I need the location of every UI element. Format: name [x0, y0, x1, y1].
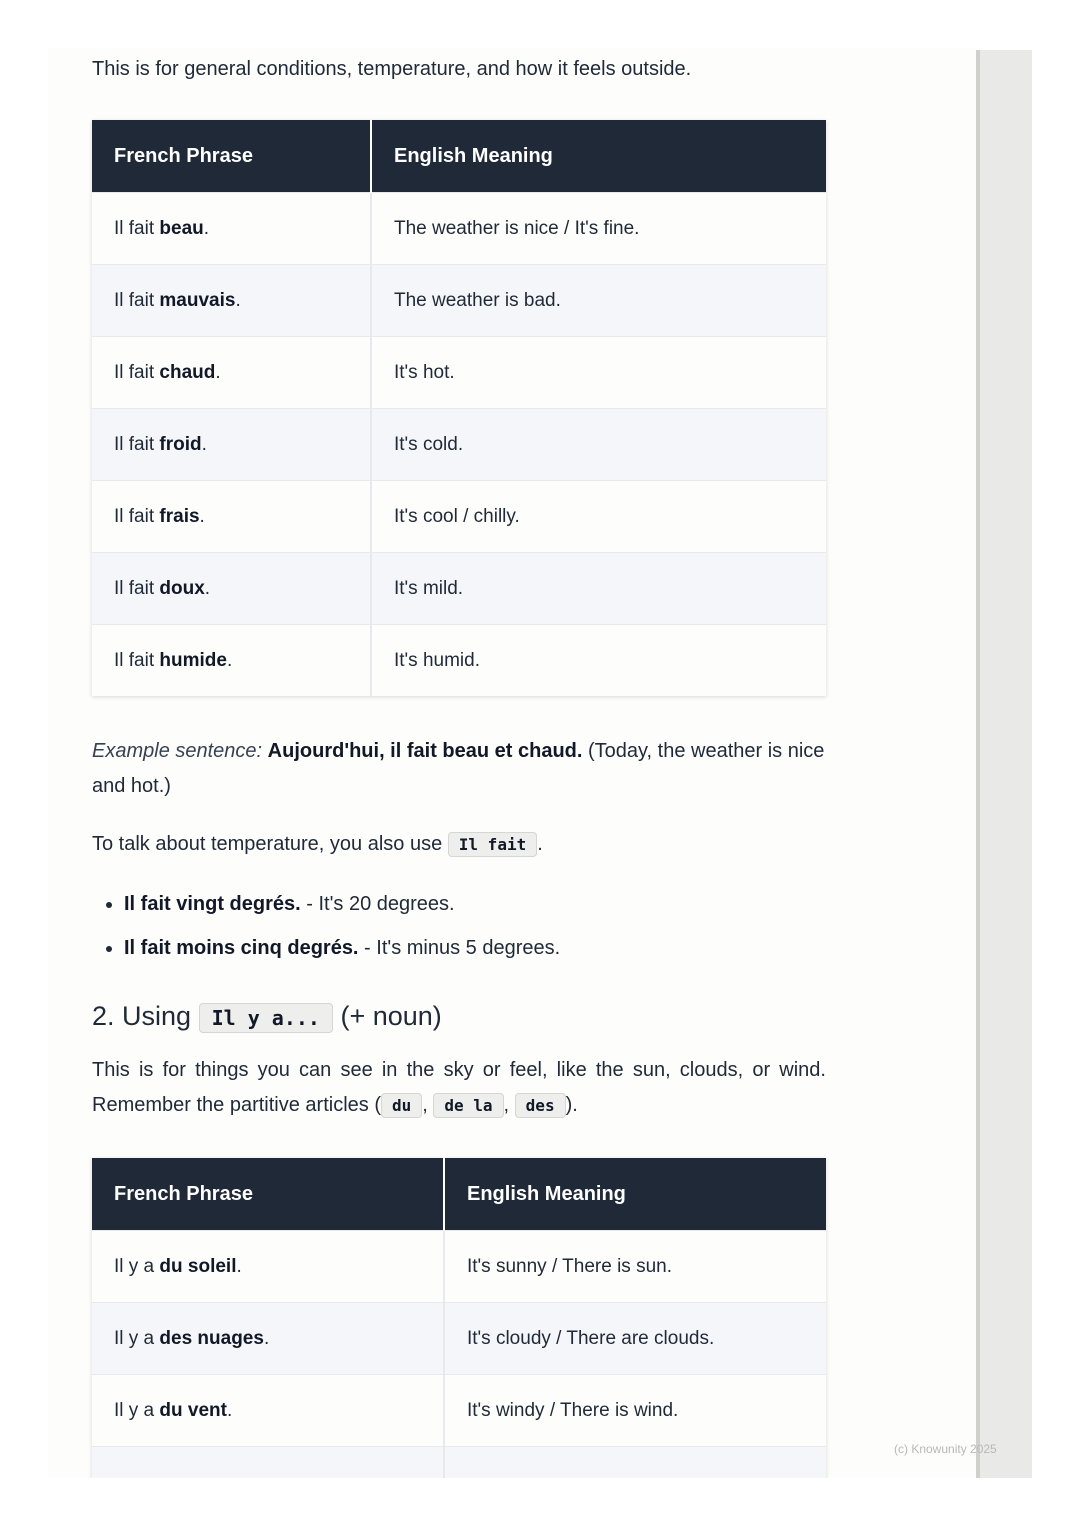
- french-cell: [92, 193, 371, 265]
- table-row: [92, 337, 826, 409]
- weather-conditions-table: [92, 120, 826, 696]
- table-row: [92, 1303, 826, 1375]
- temperature-paragraph: [92, 827, 543, 862]
- list-item-bold: Il fait vingt degrés.: [124, 893, 301, 915]
- french-cell: [92, 481, 371, 553]
- french-cell: [92, 625, 371, 697]
- french-cell: [92, 553, 371, 625]
- inline-code-il-fait: Il fait: [448, 832, 537, 857]
- french-prefix: Il fait: [114, 289, 160, 311]
- inline-code-il-y-a: Il y a...: [199, 1003, 333, 1033]
- french-cell: [92, 1231, 444, 1303]
- french-suffix: .: [201, 433, 207, 455]
- paragraph-text: This is for things you can see in the sky or feel, like the sun, clouds, or wind. Remember the partitive articles (: [92, 1059, 826, 1116]
- sky-conditions-table: [92, 1158, 826, 1478]
- heading-prefix: 2. Using: [92, 1001, 192, 1031]
- watermark: (c) Knowunity 2025: [894, 1442, 997, 1456]
- list-item: [124, 926, 560, 970]
- english-cell: It's cloudy / There are clouds.: [444, 1303, 826, 1375]
- column-header-french: French Phrase: [92, 120, 371, 193]
- french-suffix: .: [226, 649, 233, 671]
- inline-code-du: du: [381, 1093, 422, 1118]
- french-suffix: .: [235, 289, 241, 311]
- document-page: [48, 48, 976, 1478]
- french-key-phrase: frais: [159, 505, 200, 527]
- french-suffix: .: [226, 1399, 233, 1421]
- french-prefix: Il fait: [114, 505, 160, 527]
- french-prefix: Il fait: [114, 577, 160, 599]
- french-suffix: .: [215, 361, 221, 383]
- paragraph-end: ).: [565, 1094, 578, 1116]
- table-row: [92, 265, 826, 337]
- partitive-paragraph: This is for things you can see in the sky or feel, like the sun, clouds, or wind. Remember the partitive articles ( du , de la , des ).: [92, 1059, 826, 1116]
- example-sentence: [92, 734, 826, 804]
- column-header-english: English Meaning: [371, 120, 826, 193]
- list-item-text: - It's 20 degrees.: [300, 893, 455, 915]
- french-prefix: Il fait: [114, 217, 160, 239]
- table-row: [92, 1231, 826, 1303]
- french-suffix: .: [203, 217, 210, 239]
- french-prefix: Il fait: [114, 433, 160, 455]
- french-key-phrase: doux: [159, 577, 205, 599]
- list-item-text: - It's minus 5 degrees.: [358, 937, 561, 959]
- english-cell: It's humid.: [371, 625, 826, 697]
- table-row: [92, 1447, 826, 1479]
- table-row: [92, 625, 826, 697]
- inline-code-des: des: [515, 1093, 566, 1118]
- example-french: Aujourd'hui, il fait beau et chaud.: [267, 740, 583, 762]
- french-suffix: .: [263, 1327, 270, 1349]
- french-prefix: Il y a: [114, 1399, 160, 1421]
- french-key-phrase: beau: [159, 217, 204, 239]
- french-cell: [92, 337, 371, 409]
- list-item-bold: Il fait moins cinq degrés.: [124, 937, 359, 959]
- temperature-end: .: [537, 833, 543, 855]
- english-cell: It's cool / chilly.: [371, 481, 826, 553]
- english-cell: It's mild.: [371, 553, 826, 625]
- example-translation: (Today, the weather is nice and hot.): [92, 740, 825, 797]
- french-cell: [92, 1447, 444, 1479]
- french-key-phrase: froid: [159, 433, 202, 455]
- english-cell: The weather is nice / It's fine.: [371, 193, 826, 265]
- french-suffix: .: [204, 577, 211, 599]
- english-cell: [444, 1447, 826, 1479]
- french-key-phrase: humide: [159, 649, 227, 671]
- english-cell: It's cold.: [371, 409, 826, 481]
- english-cell: The weather is bad.: [371, 265, 826, 337]
- inline-code-de-la: de la: [433, 1093, 503, 1118]
- french-cell: [92, 1303, 444, 1375]
- list-item: [124, 882, 560, 926]
- table-row: [92, 1375, 826, 1447]
- french-prefix: Il y a: [114, 1255, 160, 1277]
- table-row: [92, 193, 826, 265]
- french-prefix: Il fait: [114, 649, 160, 671]
- english-cell: It's sunny / There is sun.: [444, 1231, 826, 1303]
- french-cell: [92, 409, 371, 481]
- table-row: [92, 409, 826, 481]
- french-key-phrase: des nuages: [159, 1327, 264, 1349]
- intro-paragraph: This is for general conditions, temperature, and how it feels outside.: [92, 58, 692, 80]
- table-header-row: [92, 1158, 826, 1231]
- french-cell: [92, 1375, 444, 1447]
- table-row: [92, 553, 826, 625]
- heading-suffix: (+ noun): [340, 1001, 442, 1031]
- french-suffix: .: [199, 505, 205, 527]
- scrollbar-track[interactable]: [976, 50, 1032, 1478]
- french-key-phrase: du soleil: [159, 1255, 237, 1277]
- table-row: [92, 481, 826, 553]
- column-header-french: French Phrase: [92, 1158, 444, 1231]
- french-key-phrase: chaud: [159, 361, 216, 383]
- section-heading: [92, 996, 442, 1038]
- column-header-english: English Meaning: [444, 1158, 826, 1231]
- english-cell: It's windy / There is wind.: [444, 1375, 826, 1447]
- french-suffix: .: [236, 1255, 242, 1277]
- french-key-phrase: du vent: [159, 1399, 227, 1421]
- temperature-text: To talk about temperature, you also use: [92, 833, 443, 855]
- temperature-examples-list: [92, 882, 560, 970]
- english-cell: It's hot.: [371, 337, 826, 409]
- french-prefix: Il y a: [114, 1327, 160, 1349]
- french-prefix: Il fait: [114, 361, 160, 383]
- table-header-row: [92, 120, 826, 193]
- scrollbar-edge: [976, 50, 980, 1478]
- example-label: Example sentence:: [92, 740, 263, 762]
- french-key-phrase: mauvais: [159, 289, 236, 311]
- french-cell: [92, 265, 371, 337]
